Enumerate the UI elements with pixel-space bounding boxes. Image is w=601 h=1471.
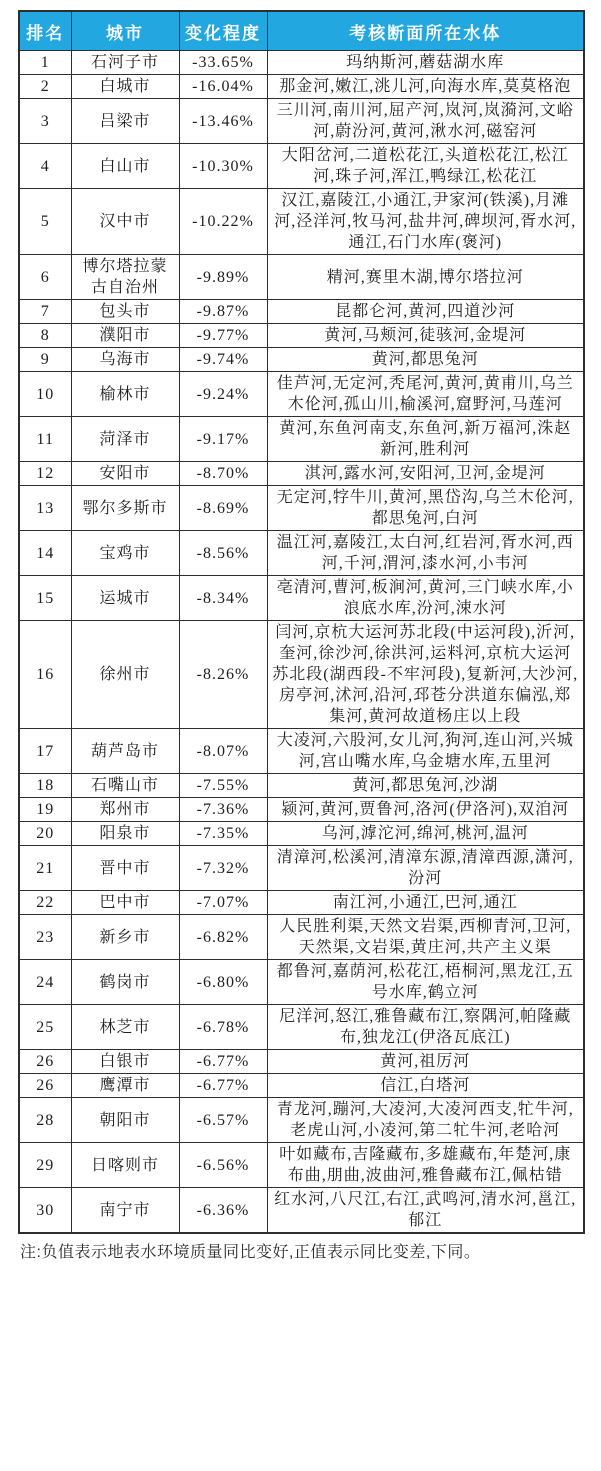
change-cell: -9.74% (179, 348, 267, 372)
rank-cell: 22 (19, 891, 71, 915)
waters-cell: 汉江,嘉陵江,小通江,尹家河(铁溪),月滩河,泾洋河,牧马河,盐井河,碑坝河,胥水河,通江,石门水库(褒河) (267, 189, 584, 255)
waters-cell: 信江,白塔河 (267, 1074, 584, 1098)
table-row (19, 372, 584, 417)
rank-cell: 15 (19, 576, 71, 621)
table-row (19, 798, 584, 822)
change-cell: -6.36% (179, 1188, 267, 1234)
city-cell: 巴中市 (71, 891, 179, 915)
rank-cell: 2 (19, 75, 71, 99)
city-cell: 白城市 (71, 75, 179, 99)
change-cell: -9.87% (179, 300, 267, 324)
change-cell: -9.77% (179, 324, 267, 348)
waters-cell: 黄河,都思兔河,沙湖 (267, 774, 584, 798)
city-cell: 宝鸡市 (71, 531, 179, 576)
change-cell: -16.04% (179, 75, 267, 99)
change-cell: -6.77% (179, 1050, 267, 1074)
city-cell: 石河子市 (71, 51, 179, 75)
rank-cell: 1 (19, 51, 71, 75)
rank-cell: 12 (19, 462, 71, 486)
change-cell: -6.78% (179, 1005, 267, 1050)
waters-cell: 黄河,东鱼河南支,东鱼河,新万福河,洙赵新河,胜利河 (267, 417, 584, 462)
waters-cell: 玛纳斯河,蘑菇湖水库 (267, 51, 584, 75)
header-cell-change: 变化程度 (179, 11, 267, 51)
city-cell: 鹰潭市 (71, 1074, 179, 1098)
waters-cell: 佳芦河,无定河,秃尾河,黄河,黄甫川,乌兰木伦河,孤山川,榆溪河,窟野河,马莲河 (267, 372, 584, 417)
header-cell-waters: 考核断面所在水体 (267, 11, 584, 51)
change-cell: -6.82% (179, 915, 267, 960)
city-cell: 石嘴山市 (71, 774, 179, 798)
header-row (19, 11, 584, 51)
change-cell: -8.26% (179, 621, 267, 729)
change-cell: -8.69% (179, 486, 267, 531)
table-row (19, 348, 584, 372)
city-cell: 阳泉市 (71, 822, 179, 846)
city-cell: 博尔塔拉蒙古自治州 (71, 255, 179, 300)
city-water-quality-rank-table (18, 10, 585, 1234)
waters-cell: 三川河,南川河,屈产河,岚河,岚漪河,文峪河,蔚汾河,黄河,湫水河,磁窑河 (267, 99, 584, 144)
table-row (19, 774, 584, 798)
change-cell: -8.07% (179, 729, 267, 774)
waters-cell: 人民胜利渠,天然文岩渠,西柳青河,卫河,天然渠,文岩渠,黄庄河,共产主义渠 (267, 915, 584, 960)
header-cell-city: 城市 (71, 11, 179, 51)
table-row (19, 300, 584, 324)
waters-cell: 清漳河,松溪河,清漳东源,清漳西源,潇河,汾河 (267, 846, 584, 891)
city-cell: 乌海市 (71, 348, 179, 372)
waters-cell: 大阳岔河,二道松花江,头道松花江,松江河,珠子河,浑江,鸭绿江,松花江 (267, 144, 584, 189)
table-row (19, 1050, 584, 1074)
rank-cell: 3 (19, 99, 71, 144)
waters-cell: 叶如藏布,吉隆藏布,多雄藏布,年楚河,康布曲,朋曲,波曲河,雅鲁藏布江,佩枯错 (267, 1143, 584, 1188)
waters-cell: 黄河,祖厉河 (267, 1050, 584, 1074)
change-cell: -7.35% (179, 822, 267, 846)
table-row (19, 486, 584, 531)
change-cell: -6.77% (179, 1074, 267, 1098)
change-cell: -6.56% (179, 1143, 267, 1188)
rank-cell: 7 (19, 300, 71, 324)
waters-cell: 乌河,滹沱河,绵河,桃河,温河 (267, 822, 584, 846)
table-row (19, 846, 584, 891)
rank-cell: 11 (19, 417, 71, 462)
table-row (19, 576, 584, 621)
waters-cell: 亳清河,曹河,板涧河,黄河,三门峡水库,小浪底水库,汾河,涑水河 (267, 576, 584, 621)
city-cell: 濮阳市 (71, 324, 179, 348)
waters-cell: 红水河,八尺江,右江,武鸣河,清水河,邕江,郁江 (267, 1188, 584, 1234)
waters-cell: 无定河,牸牛川,黄河,黑岱沟,乌兰木伦河,都思兔河,白河 (267, 486, 584, 531)
city-cell: 汉中市 (71, 189, 179, 255)
waters-cell: 都鲁河,嘉荫河,松花江,梧桐河,黑龙江,五号水库,鹤立河 (267, 960, 584, 1005)
rank-cell: 20 (19, 822, 71, 846)
city-cell: 运城市 (71, 576, 179, 621)
waters-cell: 精河,赛里木湖,博尔塔拉河 (267, 255, 584, 300)
city-cell: 包头市 (71, 300, 179, 324)
rank-cell: 23 (19, 915, 71, 960)
waters-cell: 黄河,马颊河,徒骇河,金堤河 (267, 324, 584, 348)
city-cell: 南宁市 (71, 1188, 179, 1234)
city-cell: 榆林市 (71, 372, 179, 417)
rank-cell: 17 (19, 729, 71, 774)
city-cell: 郑州市 (71, 798, 179, 822)
waters-cell: 闫河,京杭大运河苏北段(中运河段),沂河,奎河,徐沙河,徐洪河,运料河,京杭大运河苏北段(湖西段-不牢河段),复新河,大沙河,房亭河,沭河,沿河,邳苍分洪道东偏泓,郑集河,黄河故道杨庄以上段 (267, 621, 584, 729)
table-row (19, 891, 584, 915)
city-cell: 日喀则市 (71, 1143, 179, 1188)
change-cell: -9.24% (179, 372, 267, 417)
change-cell: -9.89% (179, 255, 267, 300)
table-row (19, 99, 584, 144)
rank-cell: 21 (19, 846, 71, 891)
table-row (19, 729, 584, 774)
table-body (19, 51, 584, 1234)
rank-cell: 9 (19, 348, 71, 372)
city-cell: 菏泽市 (71, 417, 179, 462)
rank-cell: 10 (19, 372, 71, 417)
waters-cell: 尼洋河,怒江,雅鲁藏布江,察隅河,帕隆藏布,独龙江(伊洛瓦底江) (267, 1005, 584, 1050)
city-cell: 吕梁市 (71, 99, 179, 144)
rank-cell: 24 (19, 960, 71, 1005)
city-cell: 徐州市 (71, 621, 179, 729)
table-row (19, 1098, 584, 1143)
table-row (19, 255, 584, 300)
change-cell: -33.65% (179, 51, 267, 75)
rank-cell: 6 (19, 255, 71, 300)
table-row (19, 1188, 584, 1234)
change-cell: -7.36% (179, 798, 267, 822)
waters-cell: 温江河,嘉陵江,太白河,红岩河,胥水河,西河,千河,渭河,漆水河,小韦河 (267, 531, 584, 576)
rank-cell: 29 (19, 1143, 71, 1188)
waters-cell: 青龙河,蹦河,大凌河,大凌河西支,牤牛河,老虎山河,小凌河,第二牤牛河,老哈河 (267, 1098, 584, 1143)
waters-cell: 大凌河,六股河,女儿河,狗河,连山河,兴城河,宫山嘴水库,乌金塘水库,五里河 (267, 729, 584, 774)
change-cell: -6.57% (179, 1098, 267, 1143)
rank-cell: 16 (19, 621, 71, 729)
change-cell: -8.34% (179, 576, 267, 621)
table-row (19, 189, 584, 255)
table-row (19, 324, 584, 348)
header-cell-rank: 排名 (19, 11, 71, 51)
city-cell: 林芝市 (71, 1005, 179, 1050)
table-row (19, 75, 584, 99)
rank-cell: 8 (19, 324, 71, 348)
table-row (19, 915, 584, 960)
waters-cell: 黄河,都思兔河 (267, 348, 584, 372)
city-cell: 白山市 (71, 144, 179, 189)
rank-cell: 5 (19, 189, 71, 255)
rank-cell: 13 (19, 486, 71, 531)
rank-cell: 26 (19, 1050, 71, 1074)
city-cell: 晋中市 (71, 846, 179, 891)
rank-cell: 25 (19, 1005, 71, 1050)
change-cell: -13.46% (179, 99, 267, 144)
city-cell: 鹤岗市 (71, 960, 179, 1005)
change-cell: -7.55% (179, 774, 267, 798)
rank-cell: 4 (19, 144, 71, 189)
city-cell: 安阳市 (71, 462, 179, 486)
table-row (19, 462, 584, 486)
rank-cell: 30 (19, 1188, 71, 1234)
waters-cell: 昆都仑河,黄河,四道沙河 (267, 300, 584, 324)
change-cell: -7.07% (179, 891, 267, 915)
change-cell: -7.32% (179, 846, 267, 891)
change-cell: -10.30% (179, 144, 267, 189)
table-row (19, 621, 584, 729)
table-row (19, 822, 584, 846)
waters-cell: 南江河,小通江,巴河,通江 (267, 891, 584, 915)
table-row (19, 960, 584, 1005)
table-row (19, 51, 584, 75)
city-cell: 新乡市 (71, 915, 179, 960)
rank-cell: 28 (19, 1098, 71, 1143)
change-cell: -9.17% (179, 417, 267, 462)
rank-cell: 26 (19, 1074, 71, 1098)
table-row (19, 1074, 584, 1098)
city-cell: 朝阳市 (71, 1098, 179, 1143)
change-cell: -10.22% (179, 189, 267, 255)
rank-cell: 14 (19, 531, 71, 576)
footnote: 注:负值表示地表水环境质量同比变好,正值表示同比变差,下同。 (20, 1244, 481, 1261)
table-row (19, 531, 584, 576)
rank-cell: 18 (19, 774, 71, 798)
city-cell: 鄂尔多斯市 (71, 486, 179, 531)
city-cell: 白银市 (71, 1050, 179, 1074)
waters-cell: 淇河,露水河,安阳河,卫河,金堤河 (267, 462, 584, 486)
table-row (19, 144, 584, 189)
change-cell: -6.80% (179, 960, 267, 1005)
table-row (19, 1143, 584, 1188)
waters-cell: 颍河,黄河,贾鲁河,洛河(伊洛河),双洎河 (267, 798, 584, 822)
change-cell: -8.70% (179, 462, 267, 486)
table-row (19, 1005, 584, 1050)
waters-cell: 那金河,嫩江,洮儿河,向海水库,莫莫格泡 (267, 75, 584, 99)
change-cell: -8.56% (179, 531, 267, 576)
rank-cell: 19 (19, 798, 71, 822)
table-row (19, 417, 584, 462)
city-cell: 葫芦岛市 (71, 729, 179, 774)
